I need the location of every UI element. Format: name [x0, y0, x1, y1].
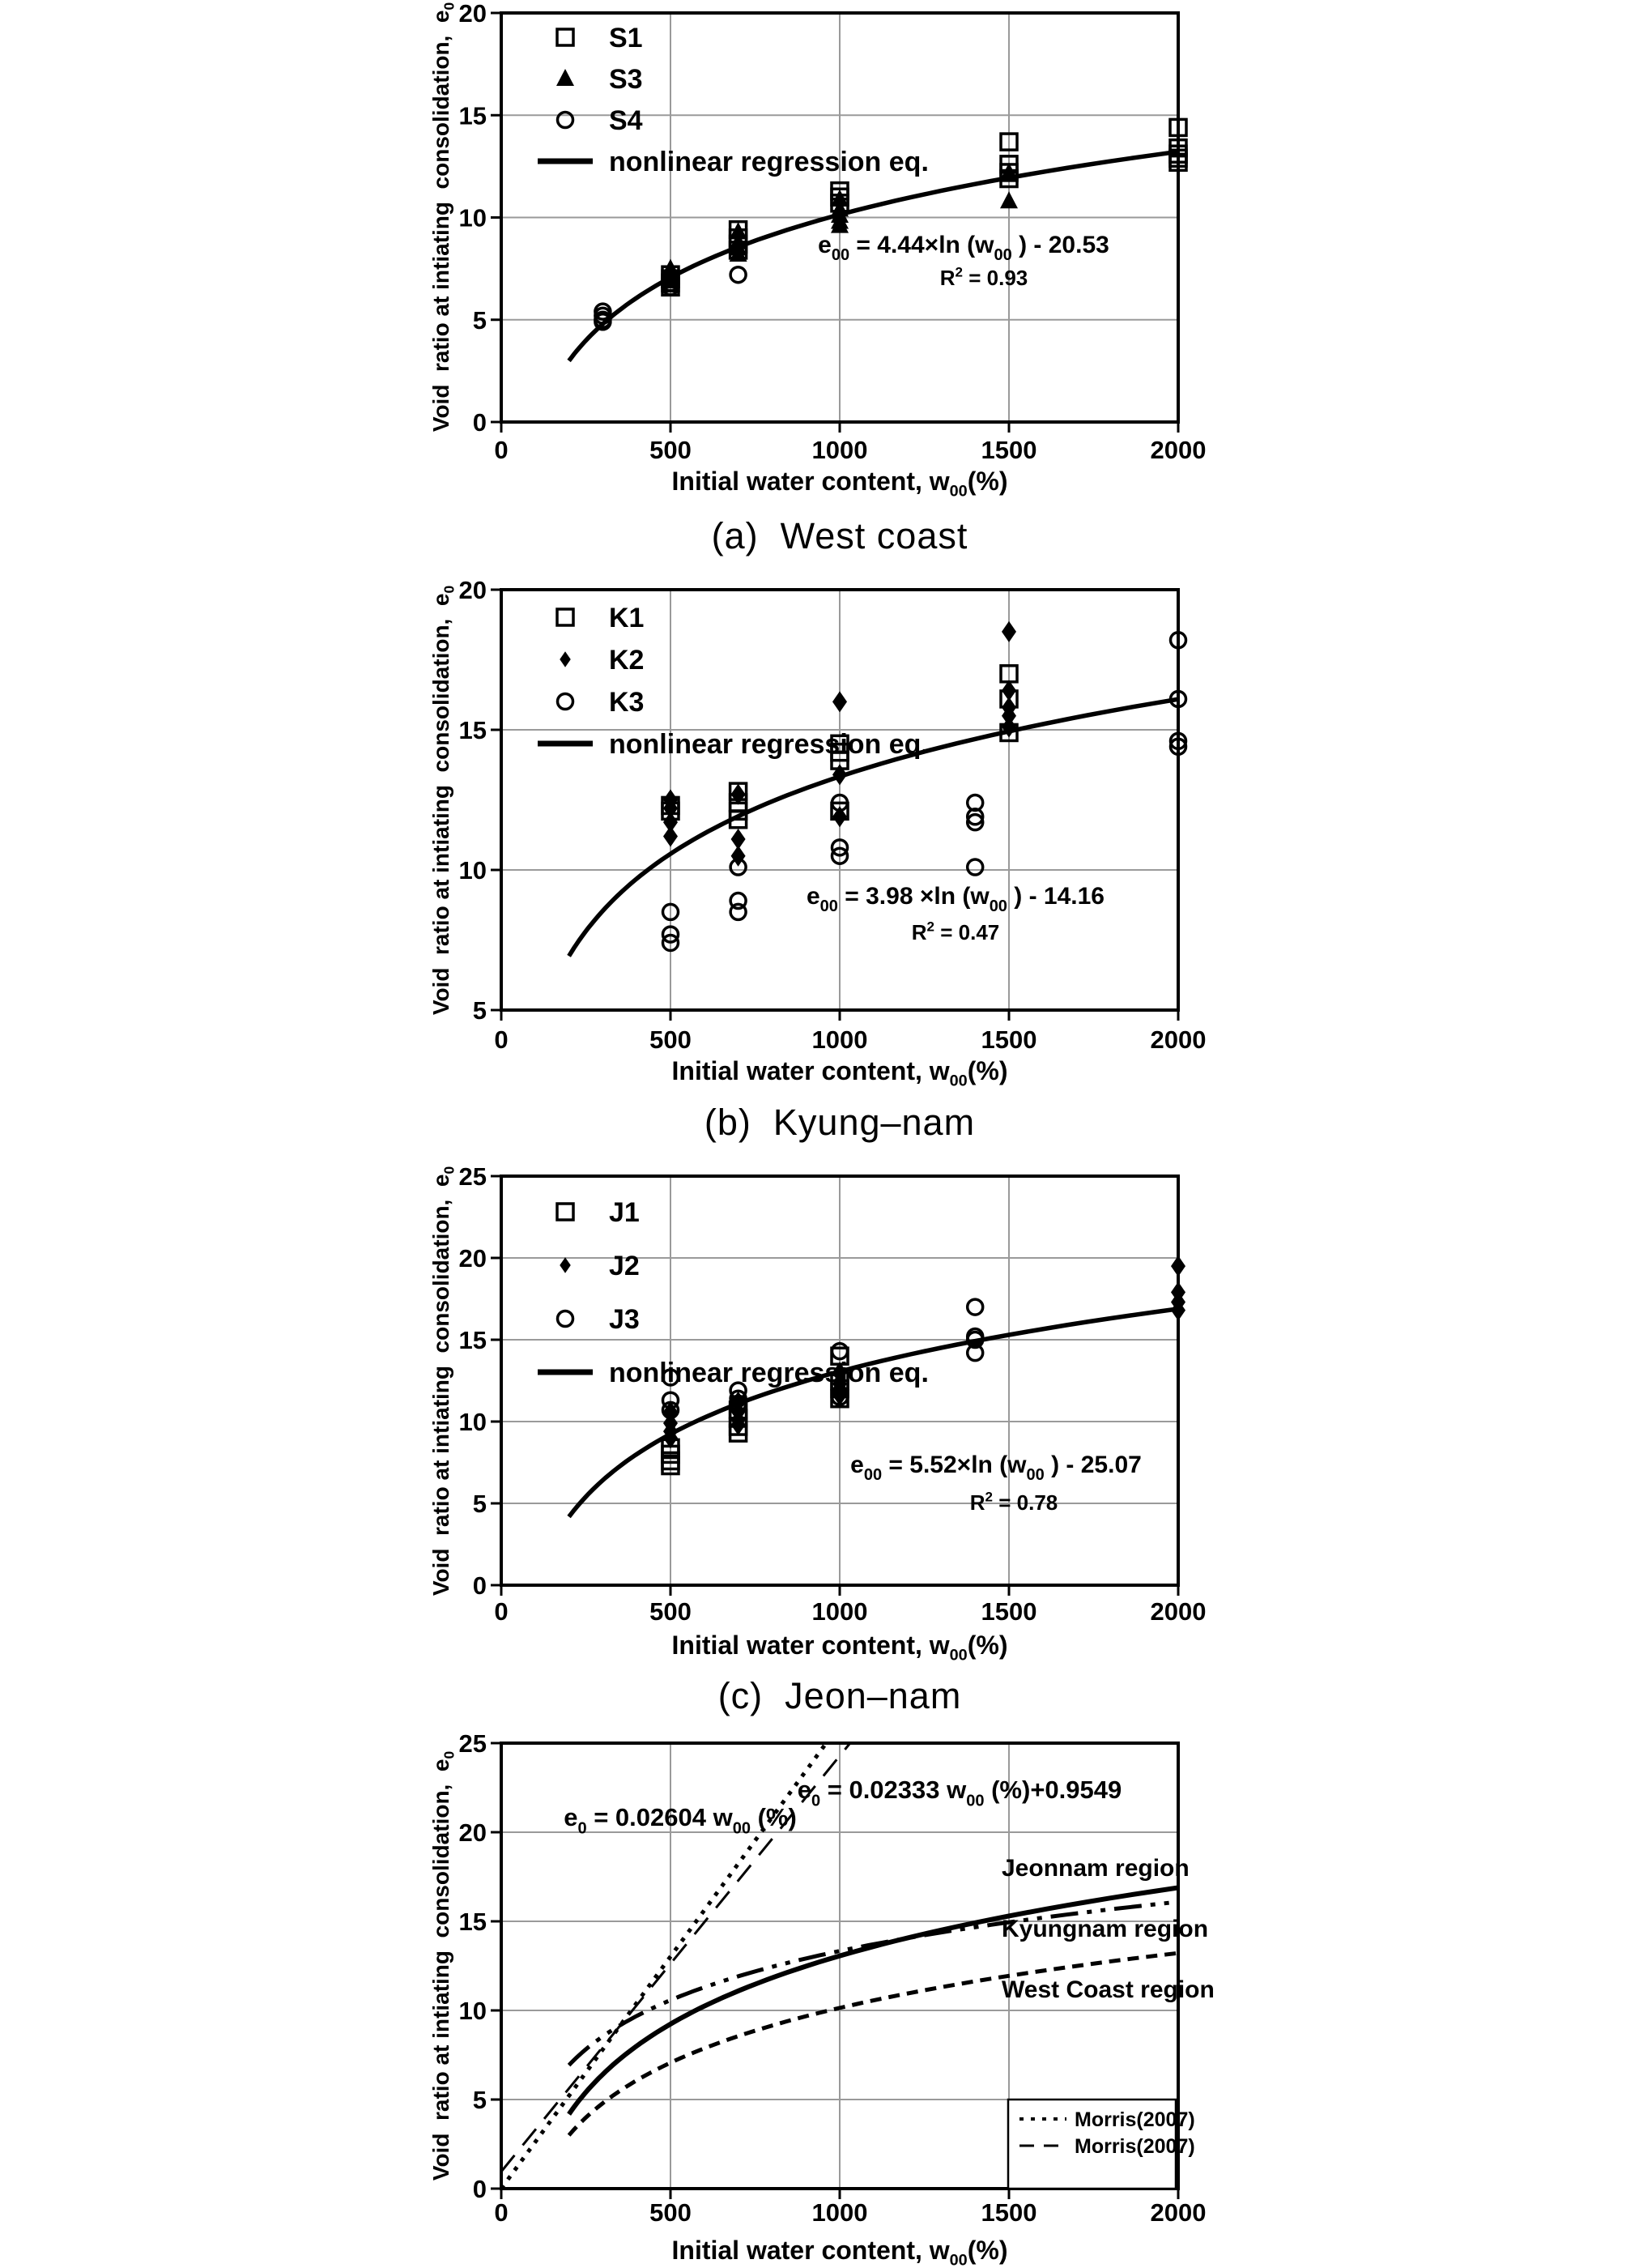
chart-a-xlabel: Initial water content, $w_{00}(\%)$: [671, 467, 1008, 501]
svg-text:Jeonnam region: Jeonnam region: [1002, 1855, 1190, 1882]
chart-a: [459, 0, 1207, 464]
x-tick-label: 500: [649, 1025, 692, 1054]
x-tick-label: 0: [494, 436, 509, 464]
legend-label: K3: [609, 687, 645, 718]
legend-label: J2: [609, 1251, 640, 1281]
x-tick-label: 0: [494, 2198, 509, 2227]
x-tick-label: 2000: [1150, 2198, 1207, 2227]
legend: [538, 23, 929, 177]
y-tick-label: 0: [472, 2175, 487, 2203]
legend-label: nonlinear regression eq.: [609, 1358, 929, 1388]
legend-label: S3: [609, 64, 643, 95]
x-tick-label: 500: [649, 2198, 692, 2227]
x-tick-label: 1500: [981, 1597, 1037, 1626]
y-tick-label: 15: [458, 1326, 487, 1354]
chart-a-ylabel: Void ratio at intiating consolidation, $e_0$: [428, 2, 458, 433]
svg-text:e00 = 5.52×ln (w00 ) - 25.07: $e_{00} = 5.52\times\ln$ ($w_{00}$ ) - 25.07: [850, 1452, 1142, 1484]
legend-label: J3: [609, 1304, 640, 1335]
svg-text:e0 = 0.02604 w00 (%): $e_0 = 0.02604$ $w_{00}$ (%): [564, 1803, 797, 1838]
morris-legend-label: Morris(2007): [1075, 2135, 1195, 2158]
x-tick-label: 2000: [1150, 1597, 1207, 1626]
svg-text:R2 = 0.47: $R^2 = 0.47$: [911, 919, 1000, 944]
chart-d-ylabel: Void ratio at intiating consolidation, $e_0$: [428, 1750, 458, 2181]
y-tick-label: 25: [458, 1729, 487, 1758]
y-tick-label: 20: [458, 1244, 487, 1273]
y-tick-label: 10: [458, 203, 487, 232]
legend-label: S4: [609, 105, 643, 136]
y-tick-label: 10: [458, 1408, 487, 1436]
legend-label: K1: [609, 603, 645, 633]
legend-label: K2: [609, 645, 645, 676]
chart-c-caption: (c) Jeon–nam: [717, 1675, 962, 1716]
legend-label: S1: [609, 23, 643, 53]
x-tick-label: 1500: [981, 1025, 1037, 1054]
legend-label: nonlinear regression eq.: [609, 147, 929, 177]
x-tick-label: 1000: [811, 1597, 868, 1626]
y-tick-label: 20: [458, 0, 487, 28]
chart-b-ylabel: Void ratio at intiating consolidation, $e_0$: [428, 585, 458, 1016]
gridlines: [501, 590, 1178, 1010]
legend-label: nonlinear regression eq.: [609, 729, 929, 760]
svg-text:e0 = 0.02333 w00 (%)+0.9549: $e_0 = 0.02333$ $w_{00}$ (%)+0.9549: [797, 1776, 1122, 1810]
y-tick-label: 20: [458, 576, 487, 604]
chart-b-xlabel: Initial water content, $w_{00}(\%)$: [671, 1056, 1008, 1090]
x-tick-label: 500: [649, 1597, 692, 1626]
morris-legend-label: Morris(2007): [1075, 2108, 1195, 2131]
morris-legend-box: [1008, 2100, 1195, 2189]
svg-text:Kyungnam region: Kyungnam region: [1002, 1916, 1209, 1942]
x-tick-label: 2000: [1150, 1025, 1207, 1054]
x-tick-label: 0: [494, 1597, 509, 1626]
x-tick-label: 2000: [1150, 436, 1207, 464]
svg-text:West Coast region: West Coast region: [1002, 1976, 1215, 2003]
y-tick-label: 5: [472, 305, 487, 335]
y-tick-label: 0: [472, 1571, 487, 1600]
x-tick-label: 1500: [981, 436, 1037, 464]
legend: [538, 603, 929, 760]
x-tick-label: 1000: [811, 1025, 868, 1054]
chart-a-caption: (a) West coast: [711, 515, 968, 556]
x-tick-label: 0: [494, 1025, 509, 1054]
y-tick-label: 5: [472, 996, 487, 1025]
svg-text:e00 = 3.98 ×ln (w00 ) - 14.16: $e_{00} = 3.98 \times\ln$ ($w_{00}$ ) - 14.16: [806, 883, 1105, 915]
y-tick-label: 5: [472, 2086, 487, 2114]
x-tick-label: 1000: [811, 2198, 868, 2227]
y-tick-label: 15: [458, 1908, 487, 1936]
x-tick-label: 1500: [981, 2198, 1037, 2227]
svg-text:e00 = 4.44×ln (w00 ) - 20.53: $e_{00} = 4.44\times\ln$ ($w_{00}$ ) - 20.53: [818, 232, 1109, 264]
y-tick-label: 10: [458, 856, 487, 885]
legend: [538, 1197, 929, 1388]
x-tick-label: 1000: [811, 436, 868, 464]
y-tick-label: 10: [458, 1997, 487, 2025]
x-tick-label: 500: [649, 436, 692, 464]
y-tick-label: 20: [458, 1818, 487, 1847]
y-tick-label: 5: [472, 1490, 487, 1518]
chart-d: [459, 1729, 1215, 2227]
chart-c: [459, 1162, 1207, 1626]
chart-b: [459, 576, 1207, 1054]
chart-b-caption: (b) Kyung–nam: [704, 1102, 976, 1143]
y-tick-label: 25: [458, 1162, 487, 1191]
chart-c-ylabel: Void ratio at intiating consolidation, $e_0$: [428, 1166, 458, 1597]
y-tick-label: 15: [458, 716, 487, 744]
chart-c-xlabel: Initial water content, $w_{00}(\%)$: [671, 1631, 1008, 1665]
y-tick-label: 0: [472, 408, 487, 437]
y-tick-label: 15: [458, 101, 487, 130]
svg-text:R2 = 0.93: $R^2 = 0.93$: [939, 264, 1028, 290]
chart-d-xlabel: Initial water content, $w_{00}(\%)$: [671, 2236, 1008, 2268]
svg-text:R2 = 0.78: $R^2 = 0.78$: [969, 1489, 1058, 1515]
legend-label: J1: [609, 1197, 640, 1228]
